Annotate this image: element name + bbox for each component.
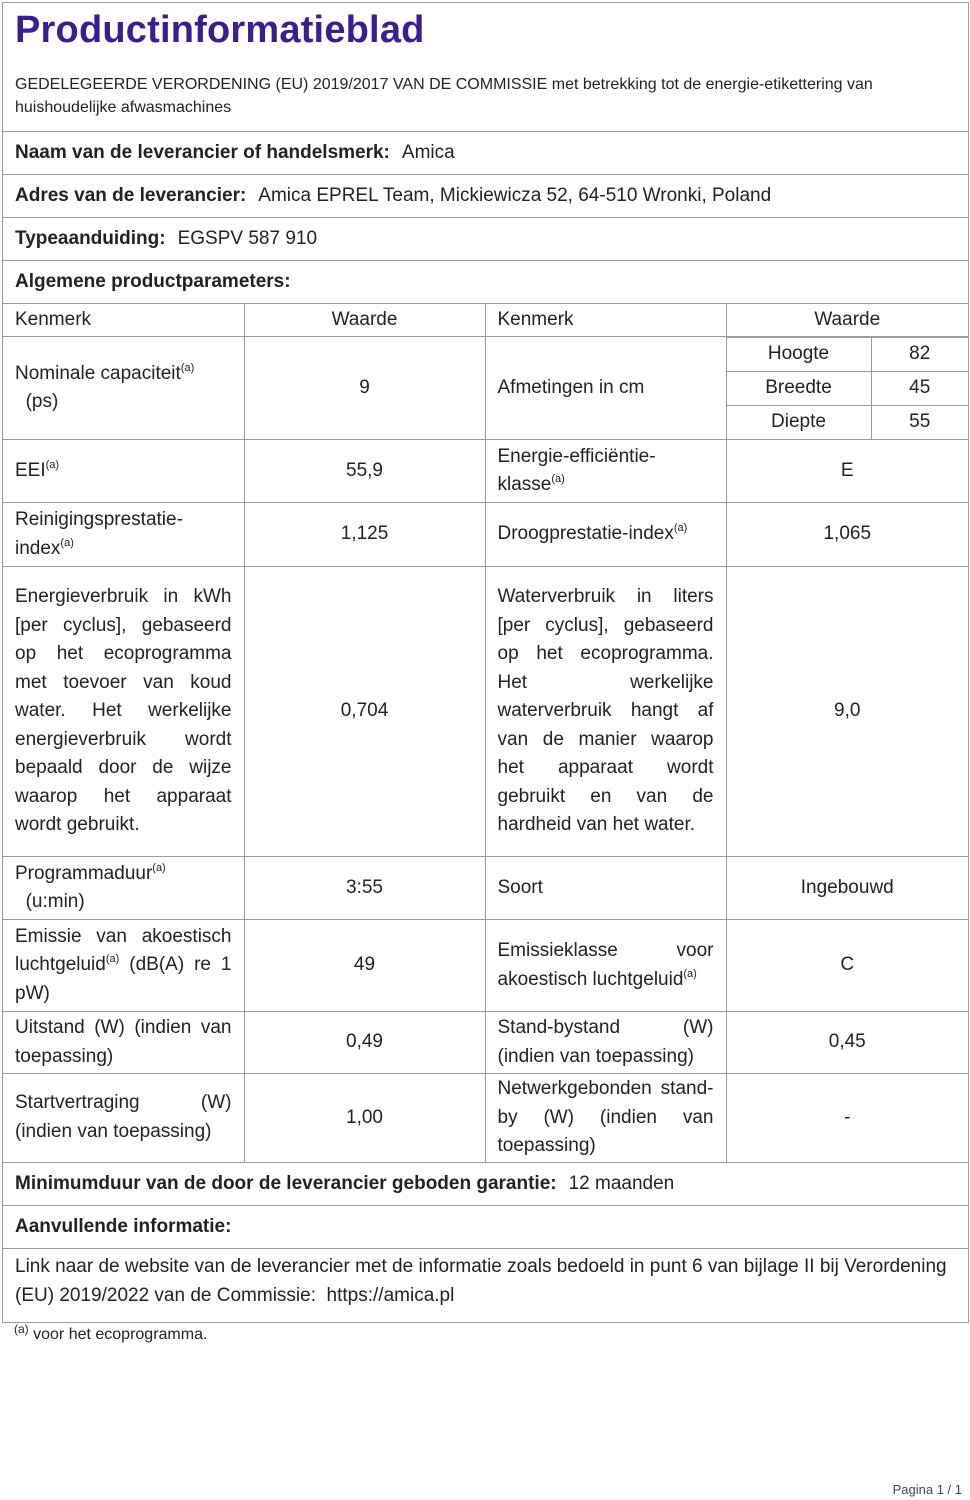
address-value: Amica EPREL Team, Mickiewicza 52, 64-510 Wronki, Poland: [258, 185, 772, 206]
header-waarde-1: Waarde: [244, 304, 485, 337]
drying-value: 1,065: [726, 503, 968, 567]
delay-start-label: Startvertraging (W) (indien van toepassing): [3, 1074, 244, 1162]
height-label: Hoogte: [727, 338, 872, 372]
eei-label: EEI$^{(a)}$: [3, 440, 244, 503]
header-kenmerk-2: Kenmerk: [485, 304, 726, 337]
water-consumption-label: Waterverbruik in liters [per cyclus], gebaseerd op het ecoprogramma. Het werkelijke waterverbruik hangt af van de manier waarop het apparaat wordt gebruikt en van de hardheid van het water.: [485, 567, 726, 857]
address-row: [3, 174, 968, 217]
cleaning-value: 1,125: [244, 503, 485, 567]
table-row: [3, 337, 968, 440]
supplier-row: [3, 131, 968, 174]
footnote: [14, 1322, 208, 1344]
header-kenmerk-1: Kenmerk: [3, 304, 244, 337]
table-row: [3, 1074, 968, 1162]
parameters-table: [3, 303, 968, 1162]
type-label: Soort: [485, 857, 726, 920]
general-params-row: [3, 260, 968, 303]
capacity-label: Nominale capaciteit$^{(a)}$ (ps): [3, 337, 244, 440]
delay-start-value: 1,00: [244, 1074, 485, 1162]
type-value: Ingebouwd: [726, 857, 968, 920]
network-standby-value: -: [726, 1074, 968, 1162]
dimensions-label: Afmetingen in cm: [485, 337, 726, 440]
table-header-row: [3, 304, 968, 337]
capacity-value: 9: [244, 337, 485, 440]
table-row: [3, 1012, 968, 1074]
eei-value: 55,9: [244, 440, 485, 503]
depth-label: Diepte: [727, 406, 872, 440]
table-row: [3, 567, 968, 857]
warranty-row: [3, 1162, 968, 1205]
warranty-label: Minimumduur van de door de leverancier geboden garantie:: [15, 1172, 557, 1194]
standby-label: Stand-bystand (W) (indien van toepassing): [485, 1012, 726, 1074]
noise-value: 49: [244, 920, 485, 1012]
network-standby-label: Netwerkgebonden stand-by (W) (indien van toepassing): [485, 1074, 726, 1162]
dimensions-cell: [726, 337, 968, 440]
warranty-value: 12 maanden: [568, 1172, 675, 1194]
footnote-text: voor het ecoprogramma.: [33, 1326, 208, 1343]
supplier-label: Naam van de leverancier of handelsmerk:: [15, 142, 390, 163]
program-duration-label: Programmaduur$^{(a)}$ (u:min): [3, 857, 244, 920]
model-label: Typeaanduiding:: [15, 228, 166, 249]
table-row: [3, 920, 968, 1012]
noise-label: Emissie van akoestisch luchtgeluid$^{(a)}$ (dB(A) re 1 pW): [3, 920, 244, 1012]
page-title: Productinformatieblad: [15, 9, 425, 51]
water-consumption-value: 9,0: [726, 567, 968, 857]
energy-class-value: E: [726, 440, 968, 503]
cleaning-label: Reinigingsprestatie-index$^{(a)}$: [3, 503, 244, 567]
general-params-label: Algemene productparameters:: [15, 271, 291, 292]
height-value: 82: [871, 338, 968, 372]
header-waarde-2: Waarde: [726, 304, 968, 337]
footnote-mark: (a): [14, 1322, 29, 1336]
additional-label: Aanvullende informatie:: [15, 1215, 232, 1237]
table-row: [3, 857, 968, 920]
program-duration-value: 3:55: [244, 857, 485, 920]
regulation-subtitle: GEDELEGEERDE VERORDENING (EU) 2019/2017 VAN DE COMMISSIE met betrekking tot de energie-etikettering van huishoudelijke afwasmachines: [15, 76, 873, 116]
address-label: Adres van de leverancier:: [15, 185, 247, 206]
supplier-value: Amica: [401, 142, 455, 163]
depth-value: 55: [871, 406, 968, 440]
link-row: [3, 1248, 968, 1322]
energy-consumption-value: 0,704: [244, 567, 485, 857]
table-row: [3, 503, 968, 567]
off-mode-label: Uitstand (W) (indien van toepassing): [3, 1012, 244, 1074]
energy-class-label: Energie-efficiëntie-klasse$^{(a)}$: [485, 440, 726, 503]
energy-consumption-label: Energieverbruik in kWh [per cyclus], gebaseerd op het ecoprogramma met toevoer van koud water. Het werkelijke energieverbruik wordt bepaald door de wijze waarop het apparaat wordt gebruikt.: [3, 567, 244, 857]
table-row: [3, 440, 968, 503]
noise-class-value: C: [726, 920, 968, 1012]
model-value: EGSPV 587 910: [177, 228, 318, 249]
standby-value: 0,45: [726, 1012, 968, 1074]
noise-class-label: Emissieklasse voor akoestisch luchtgeluid$^{(a)}$: [485, 920, 726, 1012]
additional-row: [3, 1205, 968, 1248]
drying-label: Droogprestatie-index$^{(a)}$: [485, 503, 726, 567]
off-mode-value: 0,49: [244, 1012, 485, 1074]
product-info-sheet: [2, 2, 969, 1323]
page-number: Pagina 1 / 1: [892, 1482, 962, 1497]
width-value: 45: [871, 372, 968, 406]
link-text: Link naar de website van de leverancier met de informatie zoals bedoeld in punt 6 van bijlage II bij Verordening (EU) 2019/2022 van de Commissie:: [15, 1255, 947, 1306]
model-row: [3, 217, 968, 260]
supplier-website-link[interactable]: https://amica.pl: [326, 1284, 455, 1306]
width-label: Breedte: [727, 372, 872, 406]
